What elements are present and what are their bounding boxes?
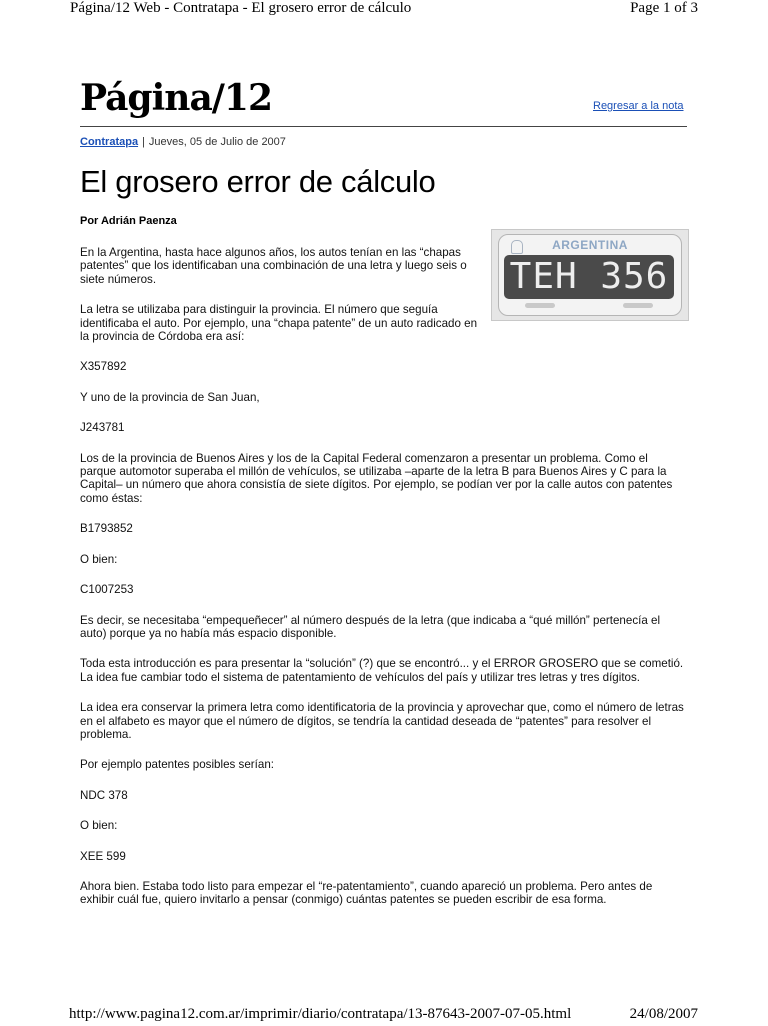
article-paragraph: En la Argentina, hasta hace algunos años, los autos tenían en las “chapas patentes” que los identificaban una combinación de una letra y luego seis o siete números. — [80, 246, 467, 286]
article-paragraph: Toda esta introducción es para presentar la “solución” (?) que se encontró... y el ERROR GROSERO que se cometió. La idea fue cambiar todo el sistema de patentamiento de vehículos del país y utilizar tres letras y tres dígitos. — [80, 657, 684, 684]
plate-country: ARGENTINA — [552, 238, 628, 252]
print-footer-date: 24/08/2007 — [629, 1006, 698, 1022]
plate-example: J243781 — [80, 421, 125, 435]
plate-number: TEH 356 — [509, 256, 669, 297]
plate-example: XEE 599 — [80, 849, 126, 863]
article-meta — [80, 136, 286, 148]
back-to-article-link[interactable]: Regresar a la nota — [593, 100, 684, 112]
article-paragraph: O bien: — [80, 819, 118, 833]
article-paragraph: Es decir, se necesitaba “empequeñecer” al número después de la letra (que indicaba a “qué millón” pertenecía el auto) porque ya no había más espacio disponible. — [80, 613, 661, 640]
article-body — [80, 246, 687, 924]
meta-separator: | — [142, 136, 145, 148]
print-footer-url: http://www.pagina12.com.ar/imprimir/diario/contratapa/13-87643-2007-07-05.html — [69, 1006, 572, 1022]
plate-example: X357892 — [80, 360, 127, 374]
plate-example: NDC 378 — [80, 788, 128, 802]
print-header-title: Página/12 Web - Contratapa - El grosero error de cálculo — [70, 0, 412, 16]
article-byline: Por Adrián Paenza — [80, 215, 177, 227]
article-paragraph: La letra se utilizaba para distinguir la provincia. El número que seguía identificaba el auto. Por ejemplo, una “chapa patente” de un auto radicado en la provincia de Córdoba era así: — [80, 303, 478, 344]
plate-example: B1793852 — [80, 522, 133, 536]
masthead — [80, 78, 272, 118]
print-header — [70, 0, 698, 20]
section-link[interactable]: Contratapa — [80, 136, 139, 148]
article-paragraph: Ahora bien. Estaba todo listo para empezar el “re-patentamiento”, cuando apareció un problema. Pero antes de exhibir cuál fue, quiero invitarlo a pensar (conmigo) cuántas patentes se pueden escribir de esa forma. — [80, 879, 653, 907]
site-logo[interactable]: Página/12 — [80, 77, 273, 119]
publish-date: Jueves, 05 de Julio de 2007 — [148, 136, 286, 148]
article-paragraph: Y uno de la provincia de San Juan, — [80, 390, 260, 404]
header-divider — [80, 126, 687, 127]
print-footer — [69, 1006, 698, 1026]
article-paragraph: Los de la provincia de Buenos Aires y los de la Capital Federal comenzaron a presentar un problema. Como el parque automotor superaba el millón de vehículos, se utilizaba –aparte de la letra B para Buenos Aires y C para la Capital– un número que ahora consistía de siete dígitos. Por ejemplo, se podían ver por la calle autos con patentes como éstas: — [80, 451, 673, 505]
plate-example: C1007253 — [80, 583, 134, 597]
print-header-page-number: Page 1 of 3 — [630, 0, 698, 16]
article-paragraph: O bien: — [80, 552, 118, 566]
article-paragraph: Por ejemplo patentes posibles serían: — [80, 758, 274, 772]
article-paragraph: La idea era conservar la primera letra como identificatoria de la provincia y aprovechar que, como el número de letras en el alfabeto es mayor que el número de dígitos, se tendría la cantidad deseada de “patentes” para resolver el problema. — [80, 701, 684, 741]
article-headline: El grosero error de cálculo — [80, 164, 436, 199]
